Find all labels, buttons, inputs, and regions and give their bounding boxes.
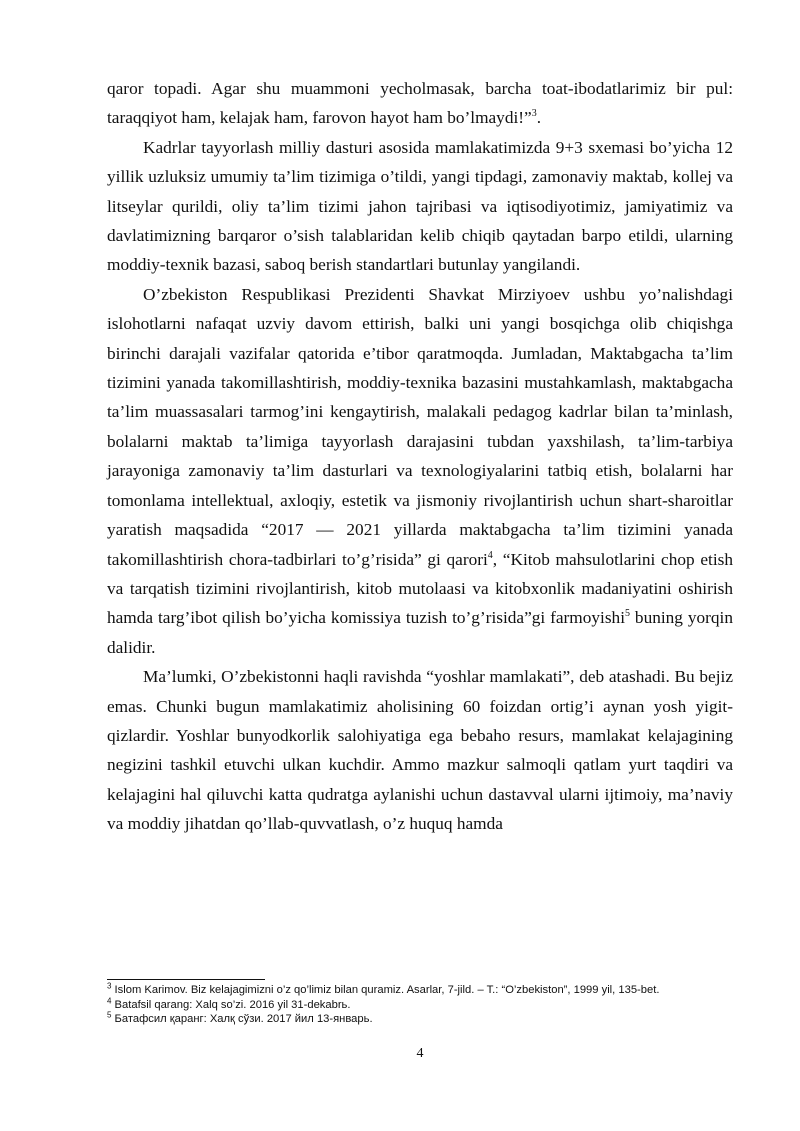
- paragraph-text: buning yorqin dalidir.: [107, 608, 733, 657]
- footnote-text: Islom Karimov. Biz kelajagimizni o’z qo’limiz bilan quramiz. Asarlar, 7-jild. – T.: “O’zbekiston”, 1999 yil, 135-bet.: [111, 984, 660, 996]
- footnote-text: Батафсил қаранг: Халқ сўзи. 2017 йил 13-январь.: [111, 1013, 373, 1025]
- footnote-ref-3: 3: [531, 108, 537, 120]
- paragraph-4: Ma’lumki, O’zbekistonni haqli ravishda “yoshlar mamlakati”, deb atashadi. Bu bejiz emas. Chunki bugun mamlakatimiz aholisining 60 foizdan ortig’i aynan yosh yigit-qizlardir. Yoshlar bunyodkorlik salohiyatiga ega bebaho resurs, mamlakat kelajagining negizini tashkil etuvchi ulkan kuchdir. Ammo mazkur salmoqli qatlam yurt taqdiri va kelajagini hal qiluvchi katta qudratga aylanishi uchun dastavval ularni ijtimoiy, ma’naviy va moddiy jihatdan qo’llab-quvvatlash, o’z huquq hamda: [107, 667, 733, 834]
- footnote-text: Batafsil qarang: Xalq so’zi. 2016 yil 31-dekabrь.: [111, 998, 351, 1011]
- footnotes: [107, 983, 733, 1027]
- paragraph-text: , “Kitob mahsulotlarini chop etish va tarqatish tizimini rivojlantirish, kitob mutolaasi va kitobxonlik madaniyatini oshirish hamda targ’ibot qilish bo’yicha komissiya tuzish to’g’risida”gi farmoyishi: [107, 549, 733, 628]
- footnote-3: [107, 983, 733, 998]
- body-text: [107, 74, 733, 839]
- page-number: 4: [416, 1046, 424, 1061]
- paragraph-3: [107, 280, 733, 662]
- paragraph-text: .: [536, 108, 542, 128]
- paragraph-text: O’zbekiston Respublikasi Prezidenti Shavkat Mirziyoev ushbu yo’nalishdagi islohotlarni nafaqat uzviy davom ettirish, balki uni yangi bosqichga olib chiqishga birinchi darajali vazifalar qatorida e’tibor qaratmoqda. Jumladan, Maktabgacha ta’lim tizimini yanada takomillashtirish, moddiy-texnika bazasini mustahkamlash, maktabgacha ta’lim muassasalari tarmog’ini kengaytirish, malakali pedagog kadrlar bilan ta’minlash, bolalarni maktab ta’limiga tayyorlash darajasini tubdan yaxshilash, ta’lim-tarbiya jarayoniga zamonaviy ta’lim dasturlari va texnologiyalarini tatbiq etish, bolalarni har tomonlama intellektual, axloqiy, estetik va jismoniy rivojlantirish uchun shart-sharoitlar yaratish maqsadida “2017 — 2021 yillarda maktabgacha ta’lim tizimini yanada takomillashtirish chora-tadbirlari to’g’risida” gi qarori: [107, 284, 733, 569]
- paragraph-2: Kadrlar tayyorlash milliy dasturi asosida mamlakatimizda 9+3 sxemasi bo’yicha 12 yillik uzluksiz umumiy ta’lim tizimiga o’tildi, yangi tipdagi, zamonaviy maktab, kollej va litseylar qurildi, oliy ta’lim tizimi jahon tajribasi va iqtisodiyotimiz, jamiyatimiz va davlatimizning barqaror o’sish talablaridan kelib chiqib qaytadan barpo etildi, ularning moddiy-texnik bazasi, saboq berish standartlari butunlay yangilandi.: [107, 137, 733, 275]
- footnote-number: 4: [107, 995, 112, 1005]
- paragraph-1: [107, 74, 733, 133]
- footnote-number: 5: [107, 1010, 112, 1020]
- paragraph-text: qaror topadi. Agar shu muammoni yecholmasak, barcha toat-ibodatlarimiz bir pul: taraqqiyot ham, kelajak ham, farovon hayot ham bo’lmaydi!”: [107, 79, 733, 128]
- footnote-number: 3: [107, 981, 112, 991]
- footnote-separator: [107, 979, 265, 980]
- footnote-5: [107, 1012, 733, 1027]
- footnote-ref-4: 4: [487, 549, 493, 561]
- footnote-4: [107, 995, 733, 1013]
- footnote-ref-5: 5: [625, 608, 630, 620]
